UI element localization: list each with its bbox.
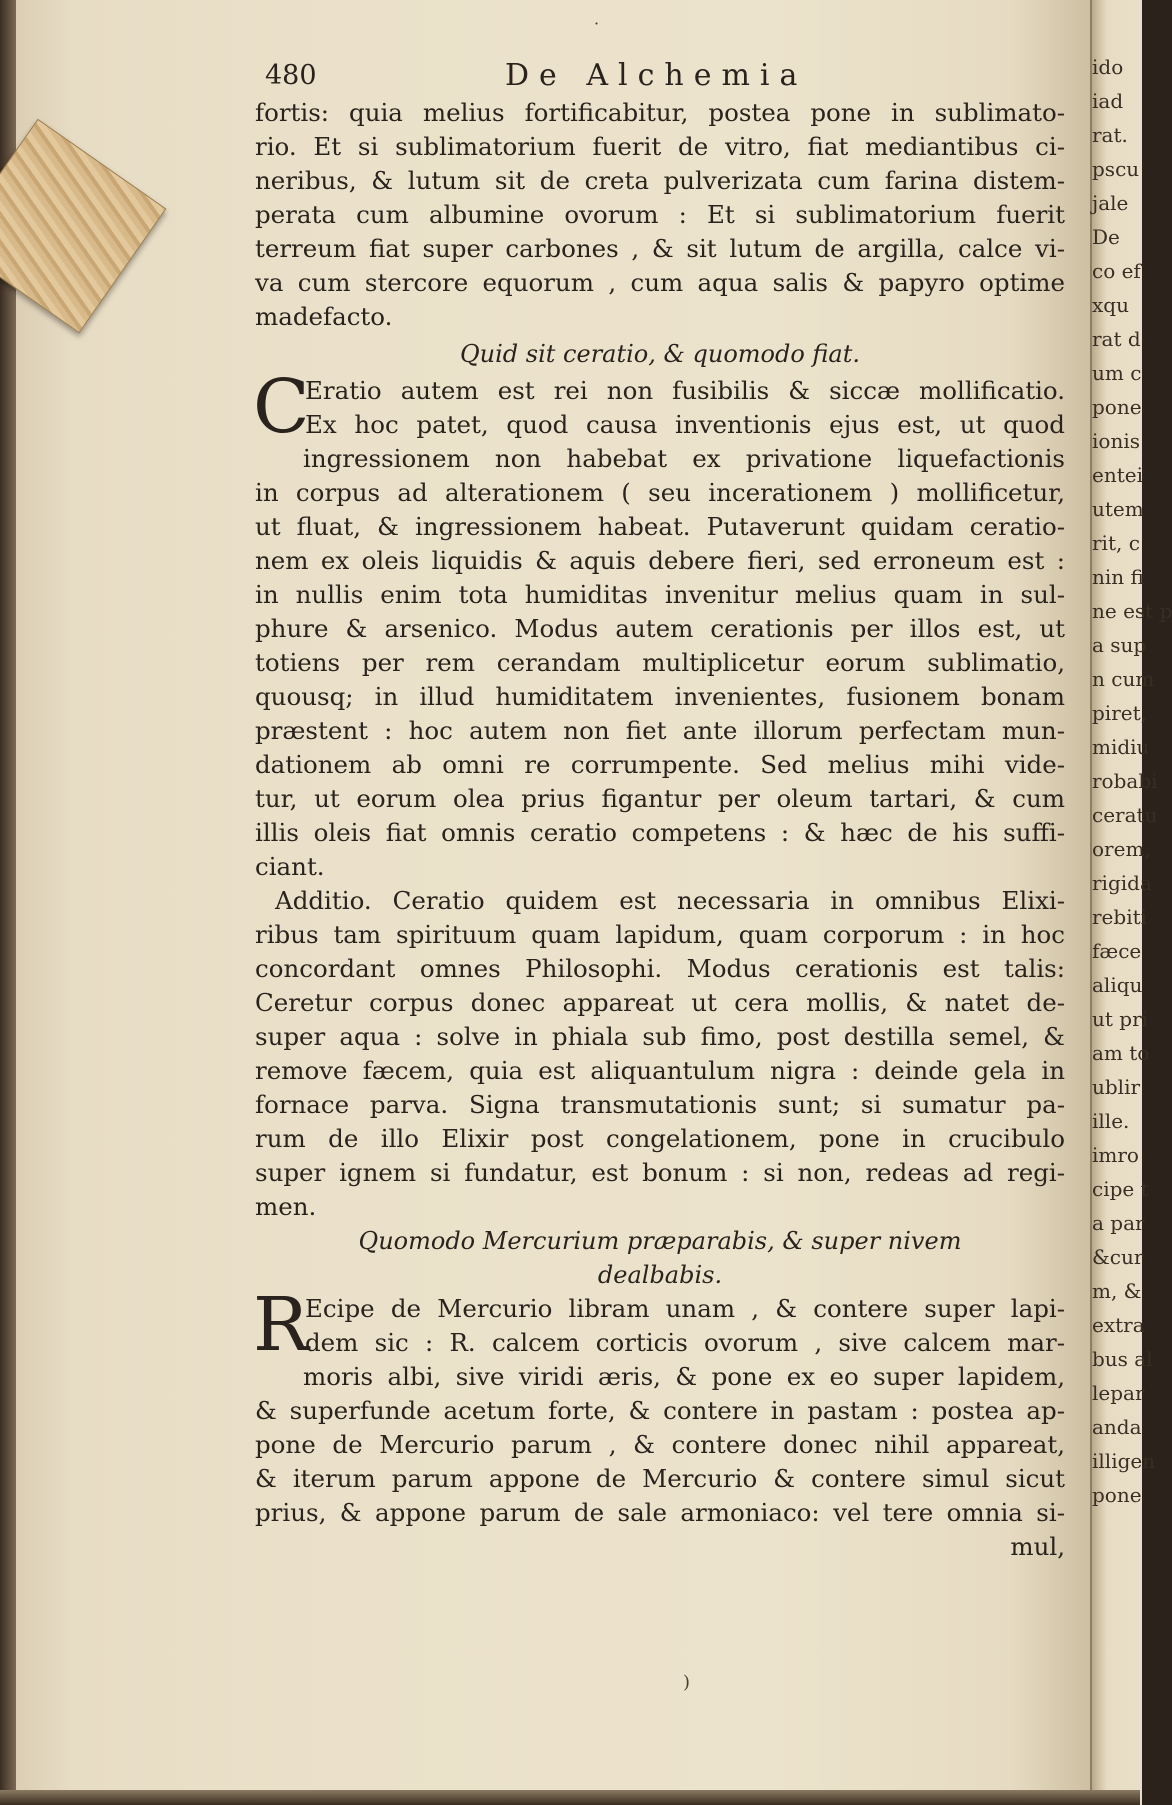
- adjacent-page-fragment: orem,: [1092, 837, 1151, 861]
- text-line: ingressionem non habebat ex privatione liquefactionis: [303, 444, 1065, 473]
- adjacent-page-fragment: am to: [1092, 1041, 1150, 1065]
- adjacent-page-fragment: pone: [1092, 395, 1142, 419]
- adjacent-page-fragment: De: [1092, 225, 1120, 249]
- text-line: & iterum parum appone de Mercurio & contere simul sicut: [255, 1464, 1065, 1493]
- adjacent-page-fragment: co ef: [1092, 259, 1141, 283]
- text-line: Ceretur corpus donec appareat ut cera mollis, & natet de-: [255, 988, 1065, 1017]
- adjacent-page-fragment: robabi: [1092, 769, 1158, 793]
- adjacent-page-fragment: iad: [1092, 89, 1124, 113]
- adjacent-page-fragment: midiu: [1092, 735, 1150, 759]
- text-line: super aqua : solve in phiala sub fimo, post destilla semel, &: [255, 1022, 1065, 1051]
- adjacent-page-fragment: ne est p: [1092, 599, 1172, 623]
- text-line: pone de Mercurio parum , & contere donec nihil appareat,: [255, 1430, 1065, 1459]
- section-heading-mercurium-cont: dealbabis.: [597, 1261, 723, 1289]
- text-line: rum de illo Elixir post congelationem, pone in crucibulo: [255, 1124, 1065, 1153]
- adjacent-page-fragment: pone: [1092, 1483, 1142, 1507]
- page-header: [255, 60, 1065, 96]
- text-line: quousq; in illud humiditatem invenientes, fusionem bonam: [255, 682, 1065, 711]
- text-line: tur, ut eorum olea prius figantur per oleum tartari, & cum: [255, 784, 1065, 813]
- adjacent-page-fragment: jale: [1092, 191, 1129, 215]
- adjacent-page-fragment: rit, c: [1092, 531, 1140, 555]
- text-line: madefacto.: [255, 302, 393, 331]
- adjacent-page-fragment: fæce: [1092, 939, 1142, 963]
- adjacent-page-fragment: nin fi: [1092, 565, 1144, 589]
- text-line: ut fluat, & ingressionem habeat. Putaverunt quidam ceratio-: [255, 512, 1065, 541]
- drop-cap: C: [253, 364, 310, 450]
- text-line: terreum fiat super carbones , & sit lutum de argilla, calce vi-: [255, 234, 1065, 263]
- text-line: fornace parva. Signa transmutationis sunt; si sumatur pa-: [255, 1090, 1065, 1119]
- section-heading-ceratio: Quid sit ceratio, & quomodo fiat.: [459, 340, 861, 368]
- adjacent-page-fragment: a sup: [1092, 633, 1147, 657]
- adjacent-page-fragment: rat.: [1092, 123, 1128, 147]
- paragraph-block-1: [255, 96, 1065, 334]
- adjacent-page-fragment: extra: [1092, 1313, 1145, 1337]
- text-line: dem sic : R. calcem corticis ovorum , sive calcem mar-: [305, 1328, 1065, 1357]
- text-line: super ignem si fundatur, est bonum : si non, redeas ad regi-: [255, 1158, 1065, 1187]
- text-line: moris albi, sive viridi æris, & pone ex eo super lapidem,: [303, 1362, 1065, 1391]
- adjacent-page-fragment: utem: [1092, 497, 1144, 521]
- page-bottom-edge: [0, 1790, 1140, 1805]
- text-line: Additio. Ceratio quidem est necessaria in omnibus Elixi-: [275, 886, 1065, 915]
- section-heading-mercurium: Quomodo Mercurium præparabis, & super nivem: [358, 1227, 962, 1255]
- text-line: præstent : hoc autem non fiet ante illorum perfectam mun-: [255, 716, 1065, 745]
- paragraph-mercurium: [253, 1282, 1065, 1564]
- text-line: ribus tam spirituum quam lapidum, quam corporum : in hoc: [255, 920, 1065, 949]
- text-line: fortis: quia melius fortificabitur, postea pone in sublimato-: [255, 98, 1065, 127]
- text-line: in nullis enim tota humiditas invenitur melius quam in sul-: [255, 580, 1065, 609]
- adjacent-page-fragment: entei: [1092, 463, 1143, 487]
- text-line: va cum stercore equorum , cum aqua salis & papyro optime: [255, 268, 1065, 297]
- adjacent-page-fragment: illigen: [1092, 1449, 1156, 1473]
- text-line: rio. Et si sublimatorium fuerit de vitro, fiat mediantibus ci-: [255, 132, 1065, 161]
- page-text: [255, 60, 1065, 1564]
- adjacent-page-fragment: pscu: [1092, 157, 1140, 181]
- text-line: perata cum albumine ovorum : Et si sublimatorium fuerit: [255, 200, 1065, 229]
- text-line: phure & arsenico. Modus autem cerationis per illos est, ut: [255, 614, 1065, 643]
- adjacent-page-text: [1092, 50, 1172, 1512]
- adjacent-page-fragment: piret,: [1092, 701, 1147, 725]
- text-line: concordant omnes Philosophi. Modus cerationis est talis:: [255, 954, 1065, 983]
- adjacent-page-fragment: cipe t: [1092, 1177, 1149, 1201]
- adjacent-page-fragment: ublir: [1092, 1075, 1141, 1099]
- adjacent-page-fragment: anda: [1092, 1415, 1142, 1439]
- adjacent-page-fragment: rebiti: [1092, 905, 1148, 929]
- text-line: prius, & appone parum de sale armoniaco: vel tere omnia si-: [255, 1498, 1065, 1527]
- text-line: remove fæcem, quia est aliquantulum nigra : deinde gela in: [255, 1056, 1065, 1085]
- adjacent-page-fragment: ionis: [1092, 429, 1140, 453]
- paragraph-additio: [255, 884, 1065, 1224]
- text-line: dationem ab omni re corrumpente. Sed melius mihi vide-: [255, 750, 1065, 779]
- text-line: neribus, & lutum sit de creta pulverizata cum farina distem-: [255, 166, 1065, 195]
- text-line: ciant.: [255, 852, 325, 881]
- text-line: & superfunde acetum forte, & contere in pastam : postea ap-: [255, 1396, 1065, 1425]
- adjacent-page-fragment: rigida: [1092, 871, 1152, 895]
- text-line: in corpus ad alterationem ( seu incerationem ) mollificetur,: [255, 478, 1065, 507]
- text-line: Eratio autem est rei non fusibilis & siccæ mollificatio.: [305, 376, 1065, 405]
- page-number: 480: [265, 60, 317, 91]
- adjacent-page-fragment: aliqu: [1092, 973, 1143, 997]
- adjacent-page-fragment: n cum: [1092, 667, 1155, 691]
- adjacent-page-fragment: um c: [1092, 361, 1142, 385]
- text-line: Ecipe de Mercurio libram unam , & contere super lapi-: [305, 1294, 1065, 1323]
- text-line: Ex hoc patet, quod causa inventionis ejus est, ut quod: [305, 410, 1065, 439]
- adjacent-page-fragment: ille.: [1092, 1109, 1130, 1133]
- text-line: totiens per rem cerandam multiplicetur eorum sublimatio,: [255, 648, 1065, 677]
- adjacent-page-fragment: bus al: [1092, 1347, 1153, 1371]
- text-line: nem ex oleis liquidis & aquis debere fieri, sed erroneum est :: [255, 546, 1065, 575]
- running-title: De Alchemia: [505, 58, 808, 93]
- text-line: illis oleis fiat omnis ceratio competens : & hæc de his suffi-: [255, 818, 1065, 847]
- paragraph-ceratio: [253, 364, 1065, 884]
- adjacent-page-fragment: &cur: [1092, 1245, 1144, 1269]
- page-mark: ·: [594, 14, 600, 33]
- adjacent-page-fragment: ido: [1092, 55, 1124, 79]
- text-line: men.: [255, 1192, 317, 1221]
- drop-cap: R: [253, 1282, 309, 1368]
- page-mark: ): [683, 1672, 691, 1693]
- adjacent-page-fragment: imro: [1092, 1143, 1139, 1167]
- adjacent-page-fragment: xqu: [1092, 293, 1129, 317]
- adjacent-page-fragment: ut pri: [1092, 1007, 1149, 1031]
- adjacent-page-fragment: ceratu: [1092, 803, 1158, 827]
- adjacent-page-fragment: a par: [1092, 1211, 1145, 1235]
- adjacent-page-fragment: lepar: [1092, 1381, 1145, 1405]
- catchword: mul,: [1010, 1532, 1065, 1561]
- adjacent-page-fragment: rat d: [1092, 327, 1141, 351]
- adjacent-page-fragment: m, &: [1092, 1279, 1142, 1303]
